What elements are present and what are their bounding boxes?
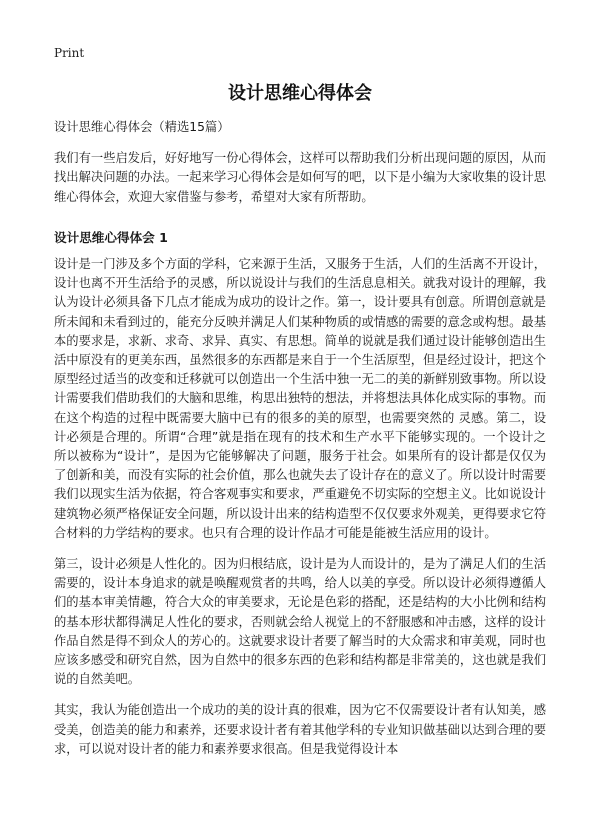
body-paragraph: 第三，设计必须是人性化的。因为归根结底，设计是为人而设计的，是为了满足人们的生活需要的，设计本身追求的就是唤醒观赏者的共鸣，给人以美的享受。所以设计必须得遵循人们的基本审美情趣，符合大众的审美要求，无论是色彩的搭配，还是结构的大小比例和结构的基本形状都得满足人性化的要求，否则就会给人视觉上的不舒服感和冲击感，这样的设计作品自然是得不到众人的芳心的。这就要求设计者要了解当时的大众需求和审美观，同时也应该多感受和研究自然，因为自然中的很多东西的色彩和结构都是非常美的，这也就是我们说的自然美吧。 bbox=[54, 557, 546, 687]
body-paragraph: 设计是一门涉及多个方面的学科，它来源于生活，又服务于生活，人们的生活离不开设计，设计也离不开生活给予的灵感，所以说设计与我们的生活息息相关。就我对设计的理解，我认为设计必须具备下几点才能成为成功的设计之作。第一，设计要具有创意。所谓创意就是所未闻和未看到过的，能充分反映并满足人们某种物质的或情感的需要的意念或构想。最基本的要求是，求新、求奇、求异、真实、有思想。简单的说就是我们通过设计能够创造出生活中原没有的更美东西，虽然很多的东西都是来自于一个生活原型，但是经过设计，把这个原型经过适当的改变和迁移就可以创造出一个生活中独一无二的美的新鲜别致事物。所以设计需要我们借助我们的大脑和思维，构思出独特的想法，并将想法具体化成实际的事物。而在这个构造的过程中既需要大脑中已有的很多的美的原型，也需要突然的 灵感。第二，设计必须是合理的。所谓“合理”就是指在现有的技术和生产水平下能够实现的。一个设计之所以被称为“设计”，是因为它能够解决了问题，服务于社会。如果所有的设计都是仅仅为了创新和美，而没有实际的社会价值，那么也就失去了设计存在的意义了。所以设计时需要我们以现实生活为依据，符合客观事实和要求，严重避免不切实际的空想主义。比如说设计建筑物必须严格保证安全问题，所以设计出来的结构造型不仅仅要求外观美，更得要求它符合材料的力学结构的要求。也只有合理的设计作品才可能是能被生活应用的设计。 bbox=[54, 257, 546, 540]
page-title: 设计思维心得体会 bbox=[228, 83, 372, 104]
document-body bbox=[54, 118, 546, 771]
document-subtitle: 设计思维心得体会（精选15篇） bbox=[54, 120, 230, 134]
section-heading: 设计思维心得体会 1 bbox=[54, 229, 168, 245]
body-paragraph: 其实，我认为能创造出一个成功的美的设计真的很难，因为它不仅需要设计者有认知美，感受美，创造美的能力和素养，还要求设计者有着其他学科的专业知识做基础以达到合理的要求，可以说对设计者的能力和素养要求很高。但是我觉得设计本 bbox=[54, 703, 546, 756]
print-link[interactable]: Print bbox=[54, 46, 85, 60]
intro-paragraph: 我们有一些启发后，好好地写一份心得体会，这样可以帮助我们分析出现问题的原因，从而找出解决问题的办法。一起来学习心得体会是如何写的吧，以下是小编为大家收集的设计思维心得体会，欢迎大家借鉴与参考，希望对大家有所帮助。 bbox=[54, 151, 546, 204]
